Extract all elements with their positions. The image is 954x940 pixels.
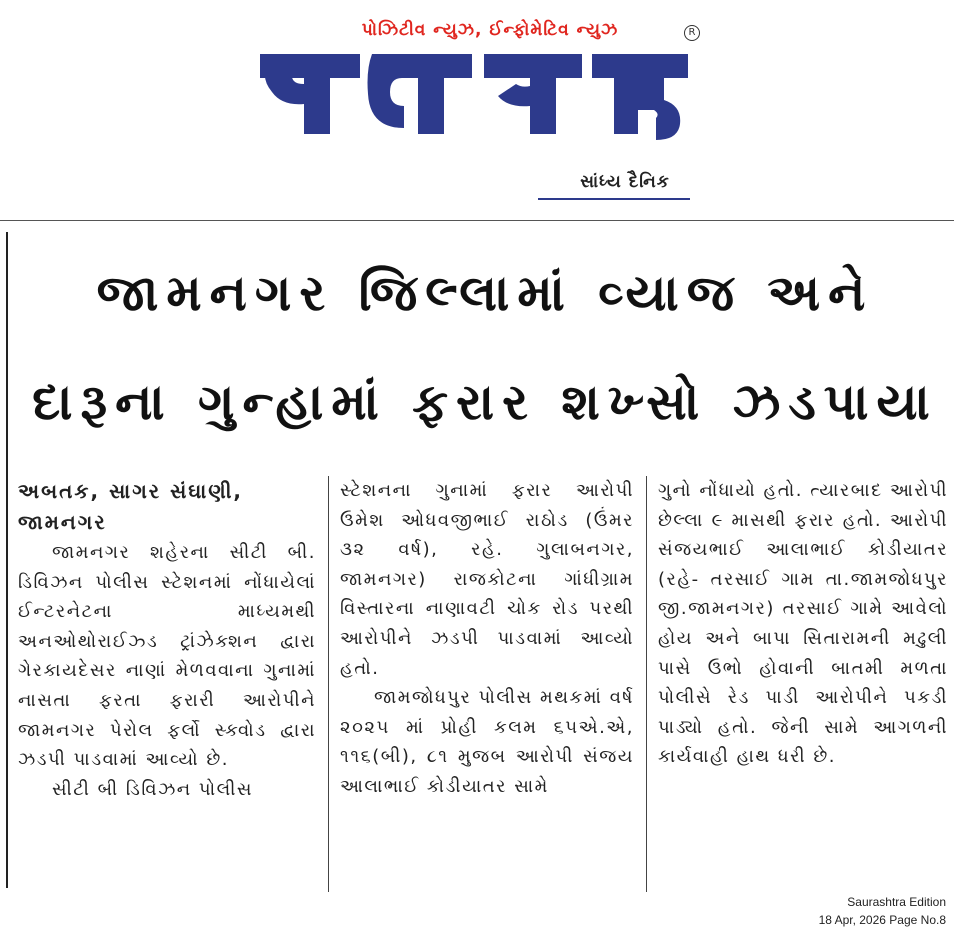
- subtitle-underline: [538, 198, 690, 200]
- paragraph: જામજોધપુર પોલીસ મથકમાં વર્ષ ૨૦૨૫ માં પ્રોહી કલમ ૬૫એ.એ, ૧૧૬(બી), ૮૧ મુજબ આરોપી સંજય આલાભાઈ કોડીયાતર સામે: [340, 687, 634, 797]
- article-column-2: [340, 476, 634, 802]
- column-divider: [328, 476, 329, 892]
- headline-line-2: દારૂના ગુન્હામાં ફરાર શખ્સો ઝડપાયા: [32, 373, 938, 431]
- edition-footer: [819, 893, 946, 929]
- paragraph: સ્ટેશનના ગુનામાં ફરાર આરોપી ઉમેશ ઓધવજીભાઈ રાઠોડ (ઉંમર ૩૨ વર્ષ), રહે. ગુલાબનગર, જામનગર) રાજકોટના ગાંધીગ્રામ વિસ્તારના નાણાવટી ચોક રોડ પરથી આરોપીને ઝડપી પાડવામાં આવ્યો હતો.: [340, 480, 634, 679]
- column-divider: [646, 476, 647, 892]
- headline-line-1: જામનગર જિલ્લામાં વ્યાજ અને: [96, 264, 874, 322]
- byline-reporter: અબતક, સાગર સંઘાણી,: [18, 479, 244, 503]
- masthead-subtitle: સાંધ્ય દૈનિક: [580, 172, 670, 192]
- edition-date-page: 18 Apr, 2026 Page No.8: [818, 913, 946, 927]
- paragraph: જામનગર શહેરના સીટી બી. ડિવિઝન પોલીસ સ્ટેશનમાં નોંધાયેલાં ઈન્ટરનેટના માધ્યમથી અનઓથોરાઈઝ્ડ ટ્રાંઝેક્શન દ્વારા ગેરકાયદેસર નાણાં મેળવવાના ગુનામાં નાસતા ફરતા ફરારી આરોપીને જામનગર પેરોલ ફર્લો સ્ક્વોડ દ્વારા ઝડપી પાડવામાં આવ્યો છે.: [18, 542, 316, 771]
- byline-location: જામનગર: [18, 510, 107, 534]
- article-column-1: [18, 476, 316, 804]
- edition-name: Saurashtra Edition: [847, 895, 946, 909]
- paragraph: ગુનો નોંધાયો હતો. ત્યારબાદ આરોપી છેલ્લા ૯ માસથી ફરાર હતો. આરોપી સંજયભાઈ આલાભાઈ કોડીયાતર (રહે- તરસાઈ ગામ તા.જામજોધપુર જી.જામનગર) તરસાઈ ગામે આવેલો હોય અને બાપા સિતારામની મઢુલી પાસે ઉભો હોવાની બાતમી મળતા પોલીસે રેડ પાડી આરોપીને પકડી પાડ્યો હતો. જેની સામે આગળની કાર્યવાહી હાથ ધરી છે.: [658, 480, 948, 768]
- logo-text: અબતક: [472, 96, 505, 107]
- registered-mark: R: [684, 25, 700, 41]
- header-divider: [0, 220, 954, 221]
- masthead-tagline: પોઝિટીવ ન્યુઝ, ઈન્ફોમેટિવ ન્યુઝ: [361, 20, 619, 40]
- article-column-3: [658, 476, 948, 772]
- left-column-rule: [6, 232, 8, 888]
- paragraph: સીટી બી ડિવિઝન પોલીસ: [52, 778, 253, 800]
- newspaper-logo: [252, 44, 692, 144]
